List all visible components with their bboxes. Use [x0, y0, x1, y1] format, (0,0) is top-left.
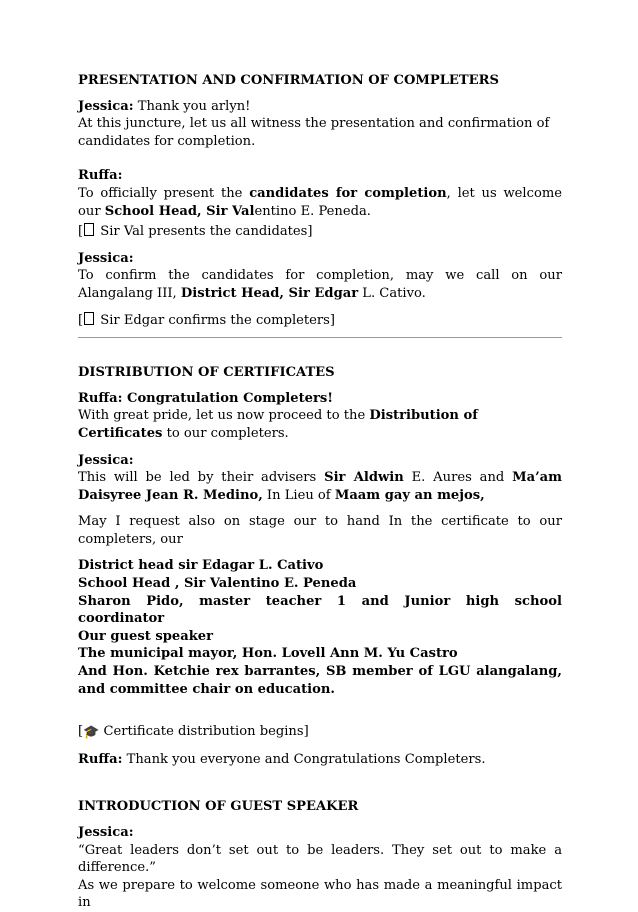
placeholder-glyph-icon: [84, 223, 94, 236]
list-item: School Head , Sir Valentino E. Peneda: [78, 576, 357, 592]
speaker-label: Ruffa:: [78, 751, 123, 767]
presenters-list: [78, 557, 562, 698]
list-item: The municipal mayor, Hon. Lovell Ann M. Yu Castro: [78, 646, 458, 662]
speaker-label: Jessica:: [78, 825, 134, 840]
list-item: Sharon Pido, master teacher 1 and Junior high school coordinator: [78, 593, 562, 627]
paragraph-ruffa-closing: Ruffa: Thank you everyone and Congratulations Completers.: [78, 751, 486, 767]
paragraph-jessica-intro: Jessica: “Great leaders don’t set out to be leaders. They set out to make a difference.” As we prepare to welcome someone who has made a meaningful impact in: [78, 825, 562, 911]
paragraph-ruffa-congrats: Ruffa: Congratulation Completers! With great pride, let us now proceed to the Distribution of Certificates to our completers.: [78, 390, 478, 441]
placeholder-glyph-icon: [84, 312, 94, 325]
stage-direction-sir-edgar: [ Sir Edgar confirms the completers]: [78, 312, 335, 328]
section-heading-distribution: DISTRIBUTION OF CERTIFICATES: [78, 365, 335, 381]
paragraph-jessica-confirm: Jessica: To confirm the candidates for completion, may we call on our Alangalang III, District Head, Sir Edgar L. Cativo.: [78, 250, 562, 301]
quote: “Great leaders don’t set out to be leaders. They set out to make a difference.”: [78, 842, 562, 876]
graduation-cap-icon: 🎓: [83, 725, 100, 741]
section-heading-presentation: PRESENTATION AND CONFIRMATION OF COMPLETERS: [78, 73, 499, 88]
speaker-label: Jessica:: [78, 250, 134, 266]
horizontal-rule: [78, 337, 562, 338]
paragraph-ruffa-present: Ruffa: To officially present the candidates for completion, let us welcome our School Head, Sir Valentino E. Peneda.: [78, 168, 563, 219]
speaker-label: Ruffa:: [78, 168, 123, 184]
section-heading-guest-speaker: INTRODUCTION OF GUEST SPEAKER: [78, 799, 359, 815]
list-item: District head sir Edagar L. Cativo: [78, 558, 324, 574]
list-item: And Hon. Ketchie rex barrantes, SB member of LGU alangalang, and committee chair on education.: [78, 664, 562, 697]
speaker-label: Jessica:: [78, 98, 134, 114]
paragraph-jessica-advisers: Jessica: This will be led by their advisers Sir Aldwin E. Aures and Ma’am Daisyree Jean R. Medino, In Lieu of Maam gay an mejos,: [78, 452, 563, 503]
stage-direction-certificates: [🎓 Certificate distribution begins]: [78, 724, 309, 741]
list-item: Our guest speaker: [78, 628, 214, 644]
stage-direction-sir-val: [ Sir Val presents the candidates]: [78, 224, 313, 240]
speaker-label: Jessica:: [78, 452, 134, 468]
document-page: [78, 72, 562, 912]
paragraph-jessica-thanks: Jessica: Thank you arlyn! At this juncture, let us all witness the presentation and confirmation of candidates for completion.: [78, 98, 550, 149]
paragraph-request-on-stage: May I request also on stage our to hand In the certificate to our completers, our: [78, 514, 562, 547]
